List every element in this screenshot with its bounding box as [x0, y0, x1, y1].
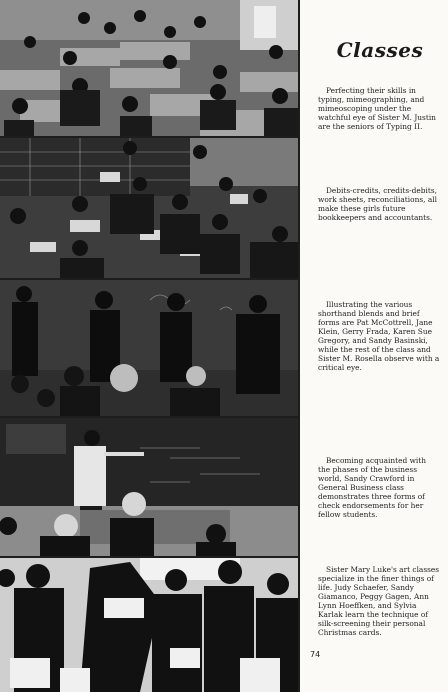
page-number: 74: [310, 650, 321, 659]
typing-class-photo: [0, 0, 298, 136]
general-business-class-photo: [0, 418, 298, 556]
art-class-photo: [0, 558, 298, 692]
shorthand-class-photo: [0, 280, 298, 416]
art-class-caption: Sister Mary Luke's art classes specialize in the finer things of life. Judy Schaefer, Sandy Giamanco, Peggy Gagen, Ann Lynn Hoeffken, and Sylvia Karlak learn the technique of silk-screening their personal Christmas cards.: [318, 565, 440, 637]
typing-caption: Perfecting their skills in typing, mimeographing, and mimeoscoping under the watchful eye of Sister M. Justin are the seniors of Typing II.: [318, 86, 436, 131]
bookkeeping-class-photo: [0, 138, 298, 278]
general-business-caption: Becoming acquainted with the phases of the business world, Sandy Crawford in General Business class demonstrates three forms of check endorsements for her fellow students.: [318, 456, 427, 519]
bookkeeping-caption: Debits-credits, credits-debits, work sheets, reconciliations, all make these girls future bookkeepers and accountants.: [318, 186, 437, 222]
section-title: Classes: [336, 38, 424, 62]
shorthand-caption: Illustrating the various shorthand blends and brief forms are Pat McCottrell, Jane Klein, Gerry Frada, Karen Sue Gregory, and Sandy Basinski, while the rest of the class and Sister M. Rosella observe with a critical eye.: [318, 300, 440, 372]
